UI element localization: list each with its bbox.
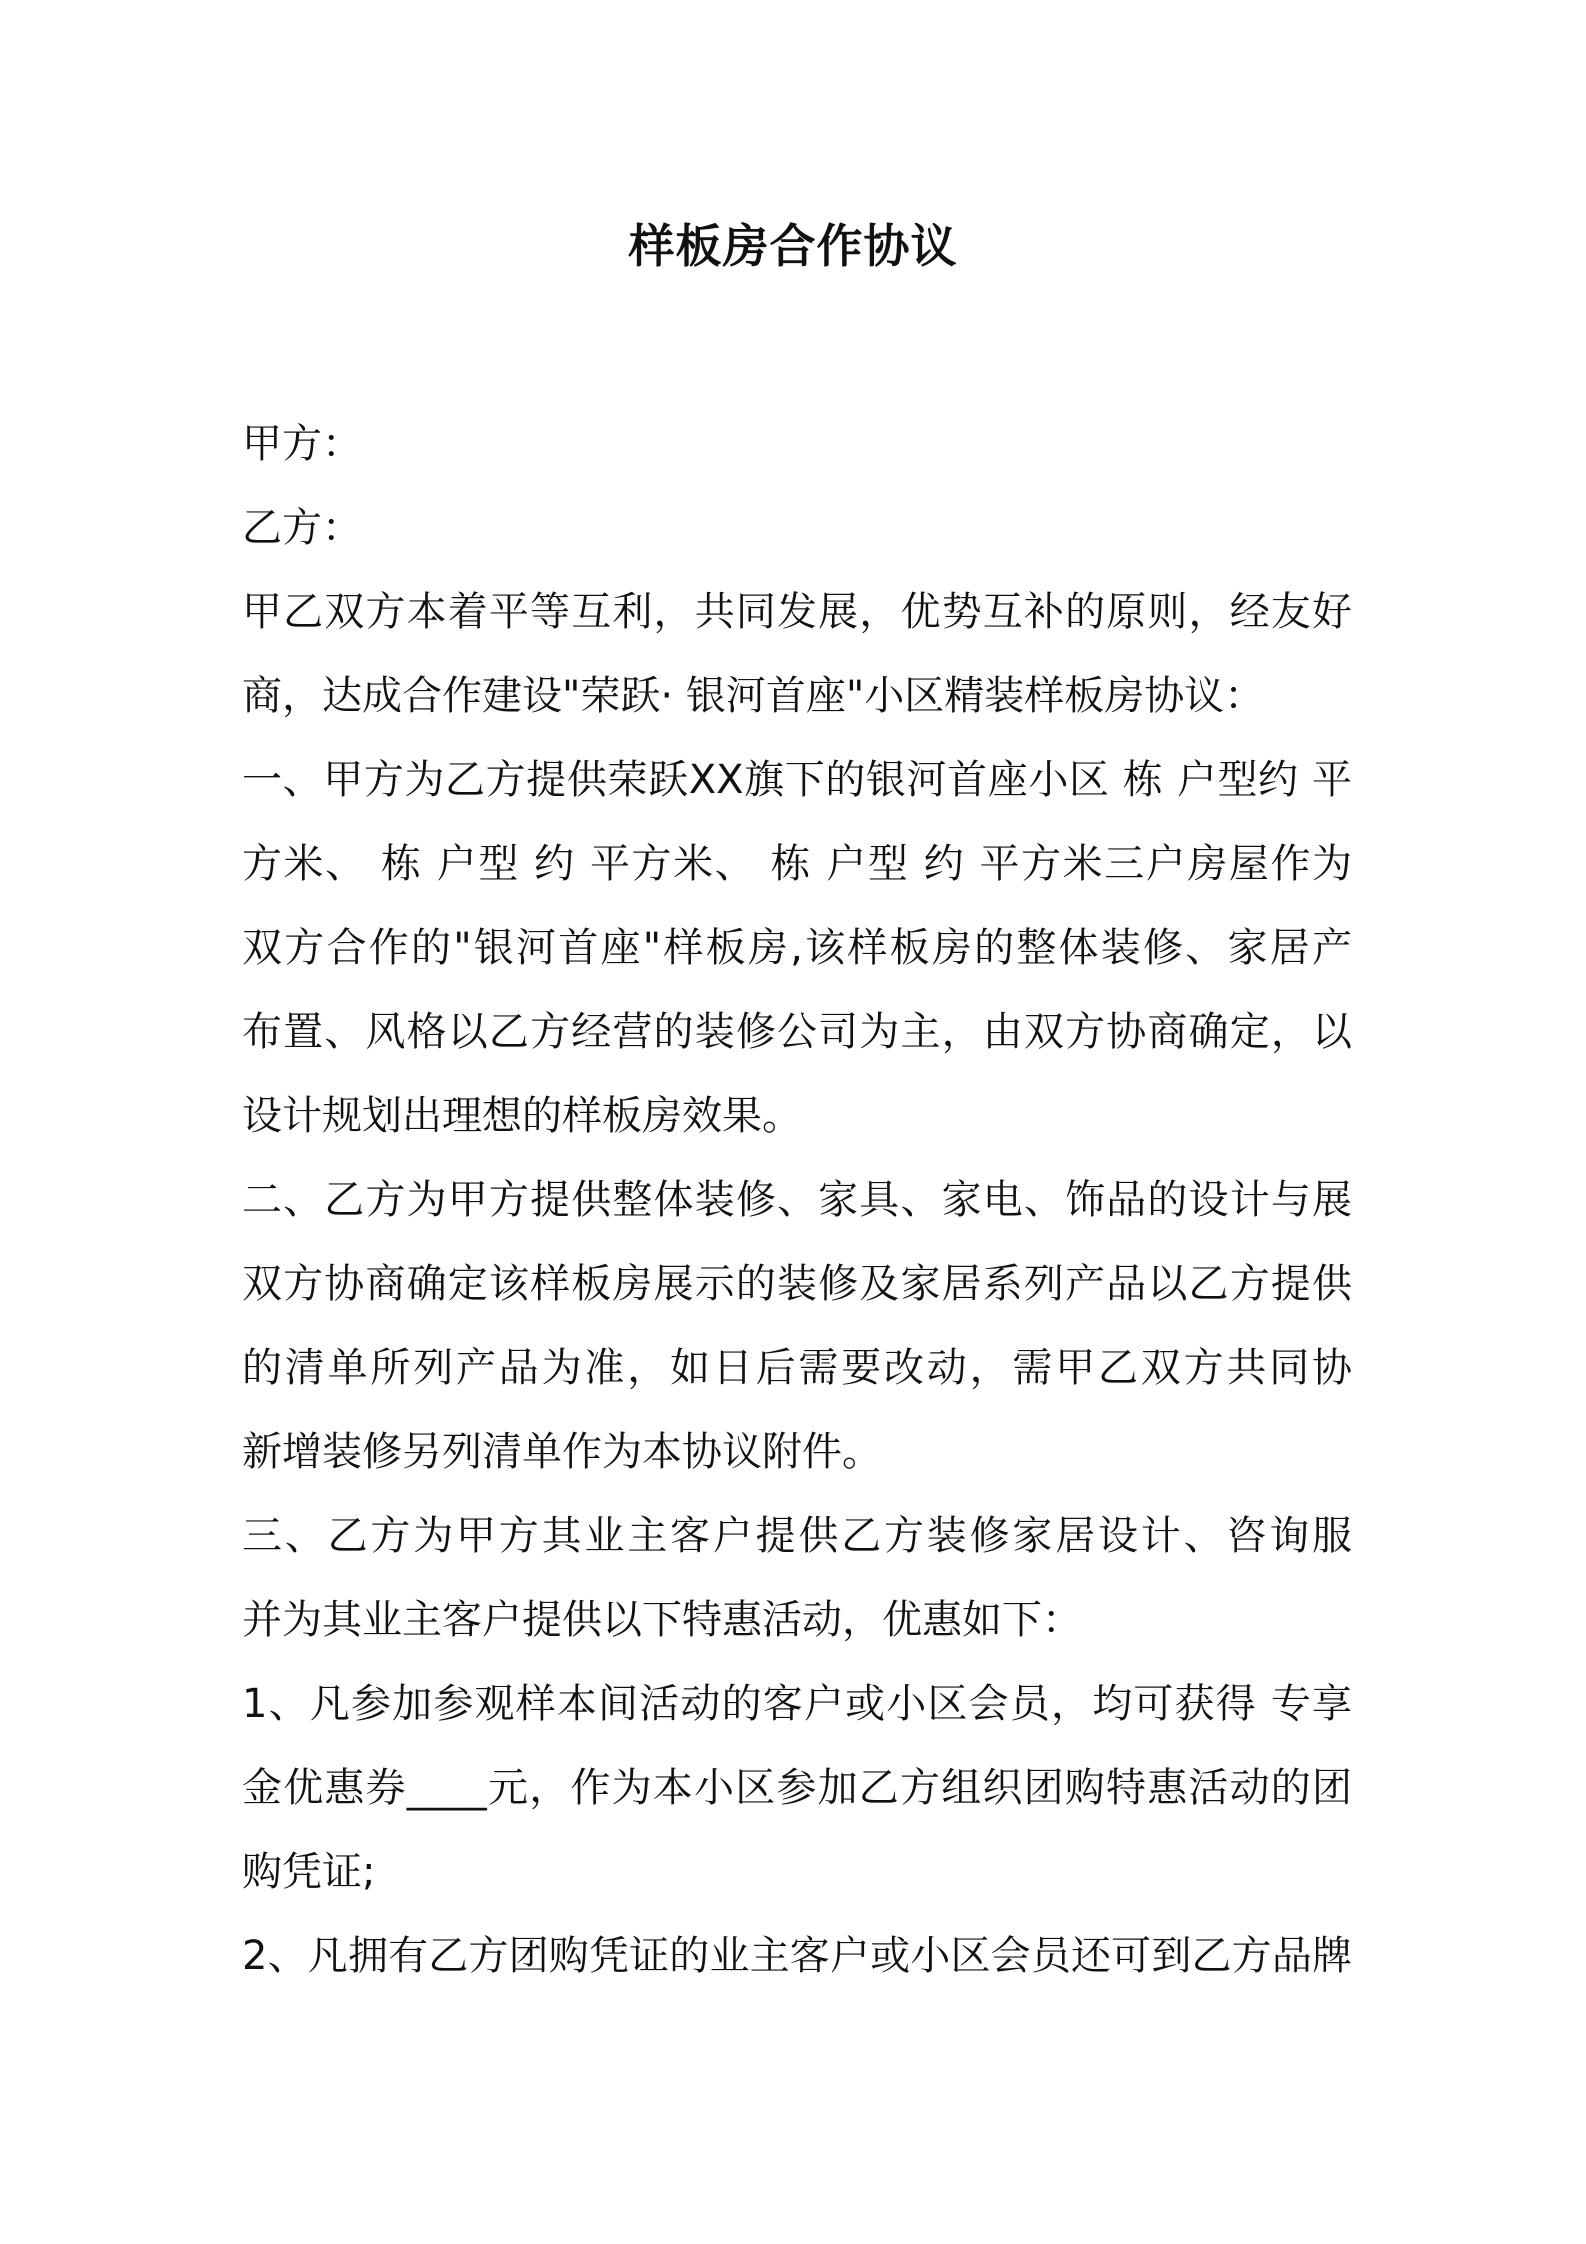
clause-3-line: 并为其业主客户提供以下特惠活动，优惠如下： [242,1597,1082,1643]
item-1-line: 购凭证; [242,1849,376,1895]
clause-1-line: 布置、风格以乙方经营的装修公司为主，由双方协商确定，以 [242,1009,1352,1055]
clause-3-line: 三、乙方为甲方其业主客户提供乙方装修家居设计、咨询服 [242,1513,1352,1559]
document-body [242,402,1352,1998]
document-title: 样板房合作协议 [628,219,958,273]
clause-1-line: 双方合作的"银河首座"样板房,该样板房的整体装修、家居产 [242,925,1352,971]
clause-2-line: 二、乙方为甲方提供整体装修、家具、家电、饰品的设计与展 [242,1177,1352,1223]
clause-2-line: 的清单所列产品为准，如日后需要改动，需甲乙双方共同协 [242,1345,1352,1391]
clause-2-line: 新增装修另列清单作为本协议附件。 [242,1429,882,1475]
party-b-line: 乙方： [242,505,362,551]
paragraph-line: 商，达成合作建设"荣跃· 银河首座"小区精装样板房协议： [242,673,1265,719]
item-1-line: 1、凡参加参观样本间活动的客户或小区会员，均可获得 专享 [242,1681,1352,1727]
party-a-line: 甲方： [242,421,362,467]
clause-1-line: 设计规划出理想的样板房效果。 [242,1093,802,1139]
clause-2-line: 双方协商确定该样板房展示的装修及家居系列产品以乙方提供 [242,1261,1352,1307]
clause-1-line: 一、甲方为乙方提供荣跃XX旗下的银河首座小区 栋 户型约 平 [242,757,1352,803]
clause-1-line: 方米、 栋 户型 约 平方米、 栋 户型 约 平方米三户房屋作为 [242,841,1352,887]
item-2-line: 2、凡拥有乙方团购凭证的业主客户或小区会员还可到乙方品牌 [242,1933,1352,1979]
item-1-line: 金优惠券____元，作为本小区参加乙方组织团购特惠活动的团 [242,1765,1352,1811]
paragraph-line: 甲乙双方本着平等互利，共同发展，优势互补的原则，经友好 [242,589,1352,635]
